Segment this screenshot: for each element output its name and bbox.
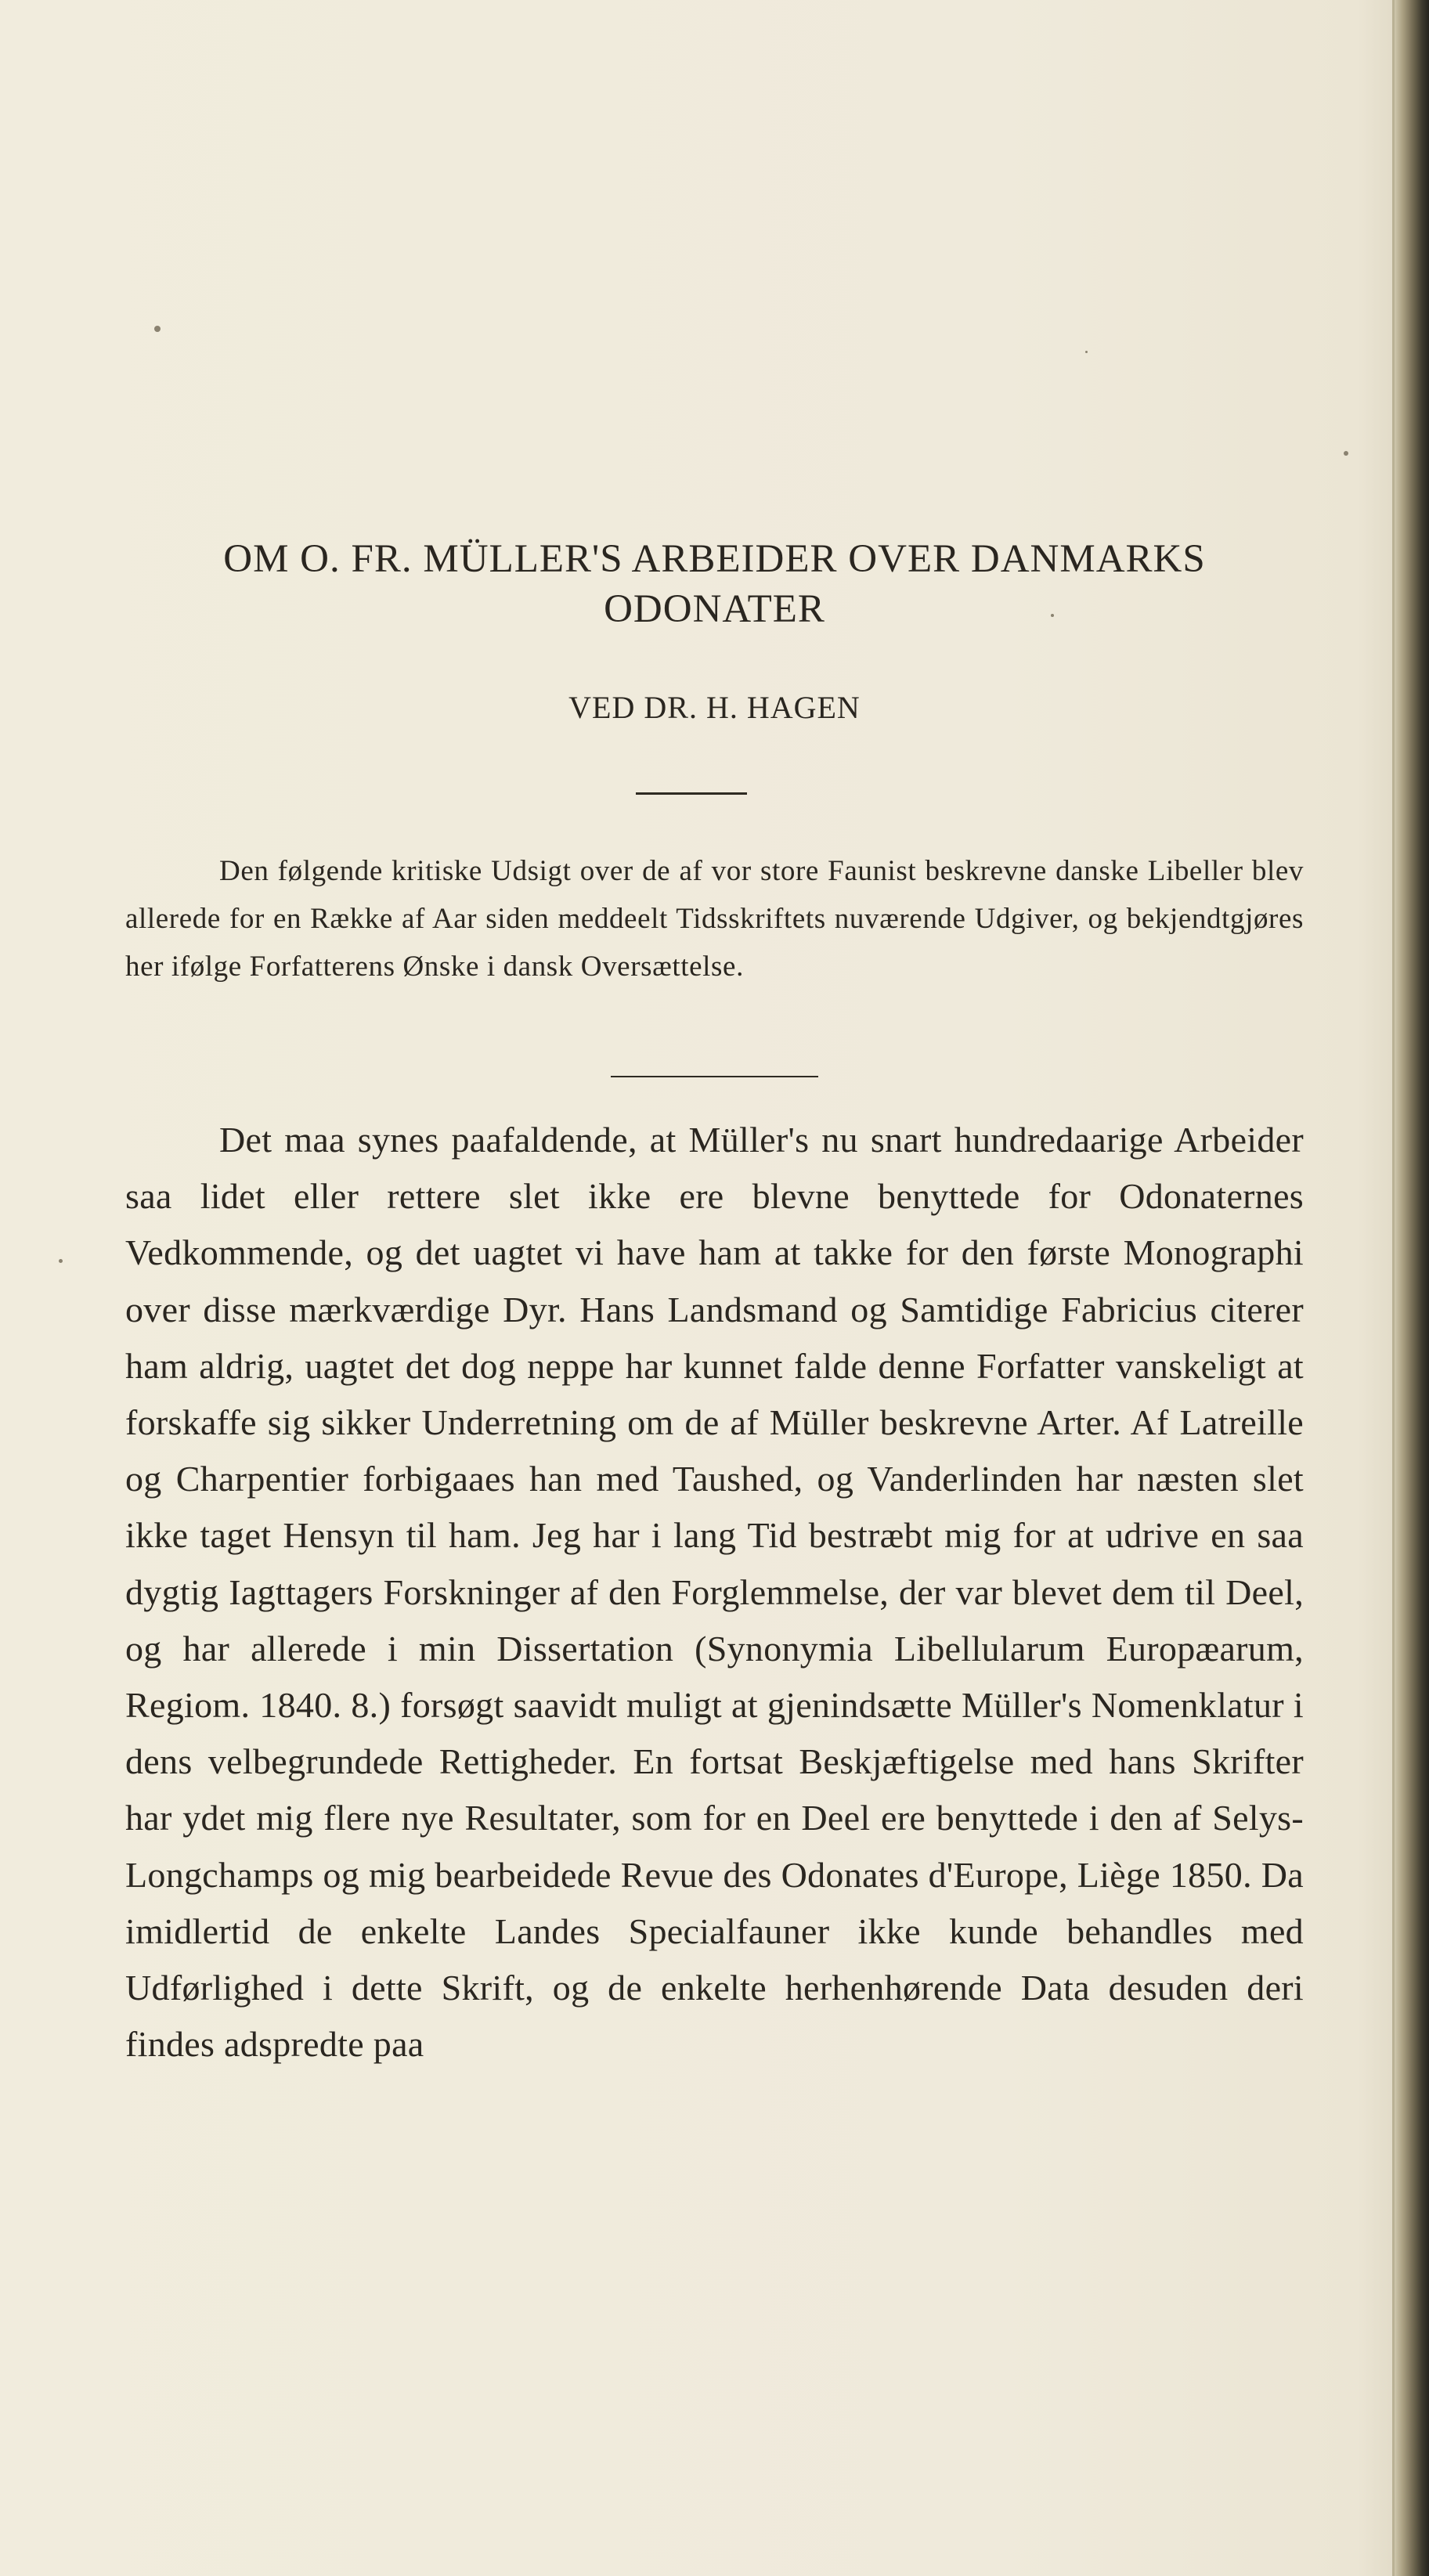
editorial-note-text: Den følgende kritiske Udsigt over de af vor store Faunist beskrevne danske Libeller blev allerede for en Række af Aar siden meddeelt Tidsskriftets nuværende Udgiver, og bekjendtgjøres her ifølge Forfatterens Ønske i dansk Oversættelse.: [125, 855, 1304, 983]
paper-speck: [1085, 351, 1088, 353]
editorial-note: [125, 847, 1304, 990]
section-divider: [636, 792, 747, 795]
section-divider: [611, 1076, 818, 1077]
body-paragraph: Det maa synes paafaldende, at Müller's nu snart hundredaarige Arbeider saa lidet eller rettere slet ikke ere blevne benyttede for Odonaternes Vedkommende, og det uagtet vi have ham at takke for den første Monographi over disse mærkværdige Dyr. Hans Landsmand og Samtidige Fabricius citerer ham aldrig, uagtet det dog neppe har kunnet falde denne Forfatter vanskeligt at forskaffe sig sikker Underretning om de af Müller beskrevne Arter. Af Latreille og Charpentier forbigaaes han med Taushed, og Vanderlinden har næsten slet ikke taget Hensyn til ham. Jeg har i lang Tid bestræbt mig for at udrive en saa dygtig Iagttagers Forskninger af den Forglemmelse, der var blevet dem til Deel, og har allerede i min Dissertation (Synonymia Libellularum Europæarum, Regiom. 1840. 8.) forsøgt saavidt muligt at gjenindsætte Müller's Nomenklatur i dens velbegrundede Rettigheder. En fortsat Beskjæftigelse med hans Skrifter har ydet mig flere nye Resultater, som for en Deel ere benyttede i den af Selys-Longchamps og mig bearbeidede Revue des Odonates d'Europe, Liège 1850. Da imidlertid de enkelte Landes Specialfauner ikke kunde behandles med Udførlighed i dette Skrift, og de enkelte herhenhørende Data desuden deri findes adspredte paa: [125, 1120, 1304, 2065]
paper-speck: [154, 326, 161, 332]
paper-speck: [59, 1259, 63, 1263]
paper-speck: [1344, 451, 1348, 456]
article-title: [125, 534, 1304, 634]
title-line-2: ODONATER: [604, 587, 825, 631]
author-byline: VED DR. H. HAGEN: [568, 690, 861, 725]
title-line-1: OM O. FR. MÜLLER'S ARBEIDER OVER DANMARKS: [223, 537, 1206, 581]
book-spine-edge: [1395, 0, 1429, 2576]
